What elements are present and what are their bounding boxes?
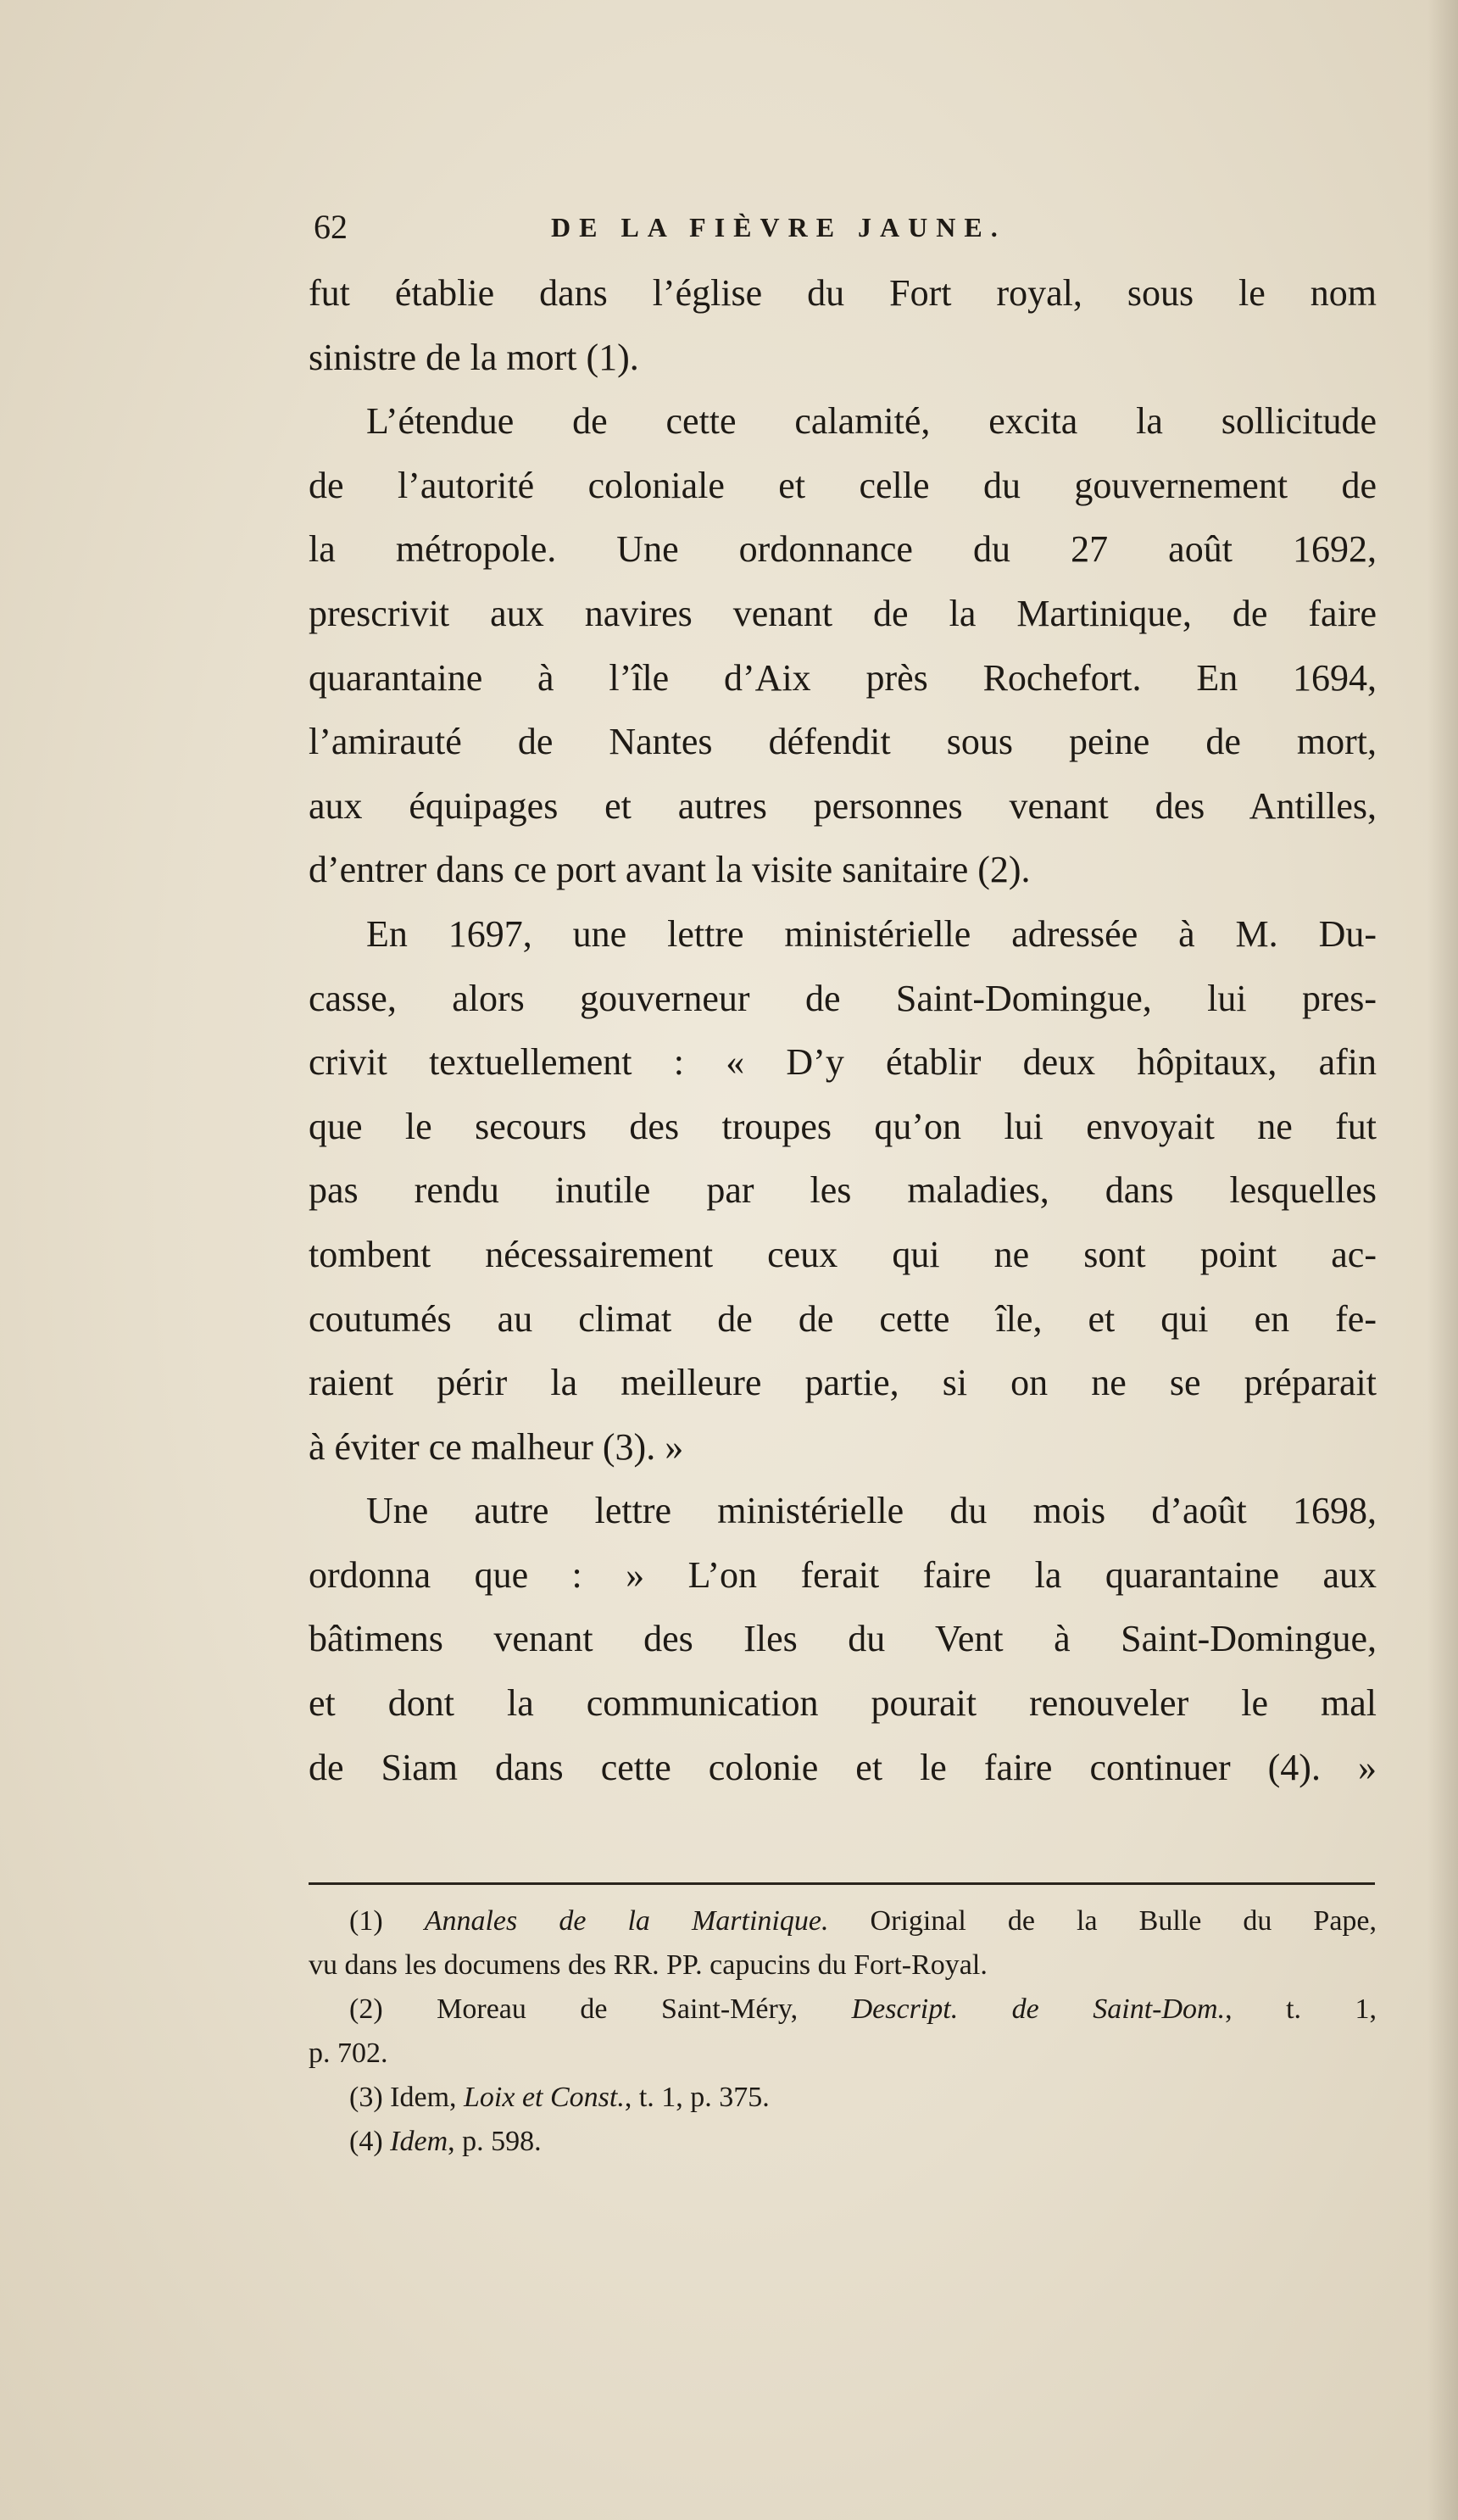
body-line: de Siam dans cette colonie et le faire continuer (4). » — [309, 1746, 1377, 1788]
binding-shadow — [1427, 0, 1458, 2520]
body-line: prescrivit aux navires venant de la Martinique, de faire — [309, 592, 1377, 634]
footnote-4-mark: (4) — [349, 2126, 383, 2157]
footnote-1-line-2: vu dans les documens des RR. PP. capucins du Fort-Royal. — [309, 1949, 988, 1981]
body-line: de l’autorité coloniale et celle du gouvernement de — [309, 464, 1377, 506]
footnote-rule — [309, 1882, 1375, 1885]
body-line: la métropole. Une ordonnance du 27 août 1692, — [309, 528, 1377, 571]
running-title: DE LA FIÈVRE JAUNE. — [551, 212, 1006, 243]
footnote-3-text: , t. 1, p. 375. — [624, 2082, 770, 2113]
body-line: En 1697, une lettre ministérielle adressée à M. Du- — [366, 912, 1377, 955]
body-line: et dont la communication pourait renouveler le mal — [309, 1682, 1377, 1725]
footnote-1 — [309, 1899, 1377, 1943]
body-line: aux équipages et autres personnes venant des Antilles, — [309, 784, 1377, 827]
footnote-2-text: , t. 1, — [1225, 1993, 1377, 2025]
body-line: à éviter ce malheur (3). » — [309, 1425, 684, 1468]
body-line: raient périr la meilleure partie, si on ne se préparait — [309, 1362, 1377, 1404]
footnote-4-text: , p. 598. — [448, 2126, 542, 2157]
footnote-1-mark: (1) — [349, 1905, 383, 1937]
body-line: que le secours des troupes qu’on lui envoyait ne fut — [309, 1105, 1377, 1147]
body-line: ordonna que : » L’on ferait faire la quarantaine aux — [309, 1553, 1377, 1596]
footnote-3-mark: (3) — [349, 2082, 383, 2113]
body-line: sinistre de la mort (1). — [309, 336, 639, 378]
footnote-3 — [309, 2076, 1377, 2120]
footnote-2-title: Descript. de Saint-Dom. — [851, 1993, 1226, 2025]
footnote-1-text: Original de la Bulle du Pape, — [870, 1905, 1377, 1937]
text-block — [309, 193, 1377, 1799]
body-line: pas rendu inutile par les maladies, dans lesquelles — [309, 1169, 1377, 1212]
footnotes — [309, 1899, 1377, 2164]
footnote-3-author: Idem, — [390, 2082, 457, 2113]
body-line: bâtimens venant des Iles du Vent à Saint-Domingue, — [309, 1618, 1377, 1660]
body-line: casse, alors gouverneur de Saint-Domingue, lui pres- — [309, 977, 1377, 1019]
body-line: l’amirauté de Nantes défendit sous peine de mort, — [309, 721, 1377, 763]
body-line: d’entrer dans ce port avant la visite sanitaire (2). — [309, 849, 1031, 891]
footnote-1-source: Annales de la Martinique. — [424, 1905, 829, 1937]
body-line: quarantaine à l’île d’Aix près Rochefort. En 1694, — [309, 656, 1377, 699]
body-line: L’étendue de cette calamité, excita la sollicitude — [366, 400, 1377, 443]
footnote-3-title: Loix et Const. — [464, 2082, 625, 2113]
body-line: coutumés au climat de de cette île, et qui en fe- — [309, 1297, 1377, 1340]
page-number: 62 — [314, 208, 348, 246]
body-line: tombent nécessairement ceux qui ne sont point ac- — [309, 1233, 1377, 1275]
footnote-2-mark: (2) — [349, 1993, 383, 2025]
footnote-4 — [309, 2120, 1377, 2164]
footnote-2-author: Moreau de Saint-Méry, — [437, 1993, 799, 2025]
body-line: crivit textuellement : « D’y établir deux hôpitaux, afin — [309, 1041, 1377, 1084]
body-line: fut établie dans l’église du Fort royal, sous le nom — [309, 272, 1377, 314]
footnote-2-line-2: p. 702. — [309, 2038, 388, 2069]
running-head — [309, 193, 1377, 261]
footnote-2 — [309, 1988, 1377, 2032]
footnote-4-title: Idem — [390, 2126, 448, 2157]
body-text — [309, 261, 1377, 1799]
body-line: Une autre lettre ministérielle du mois d’août 1698, — [366, 1490, 1377, 1532]
